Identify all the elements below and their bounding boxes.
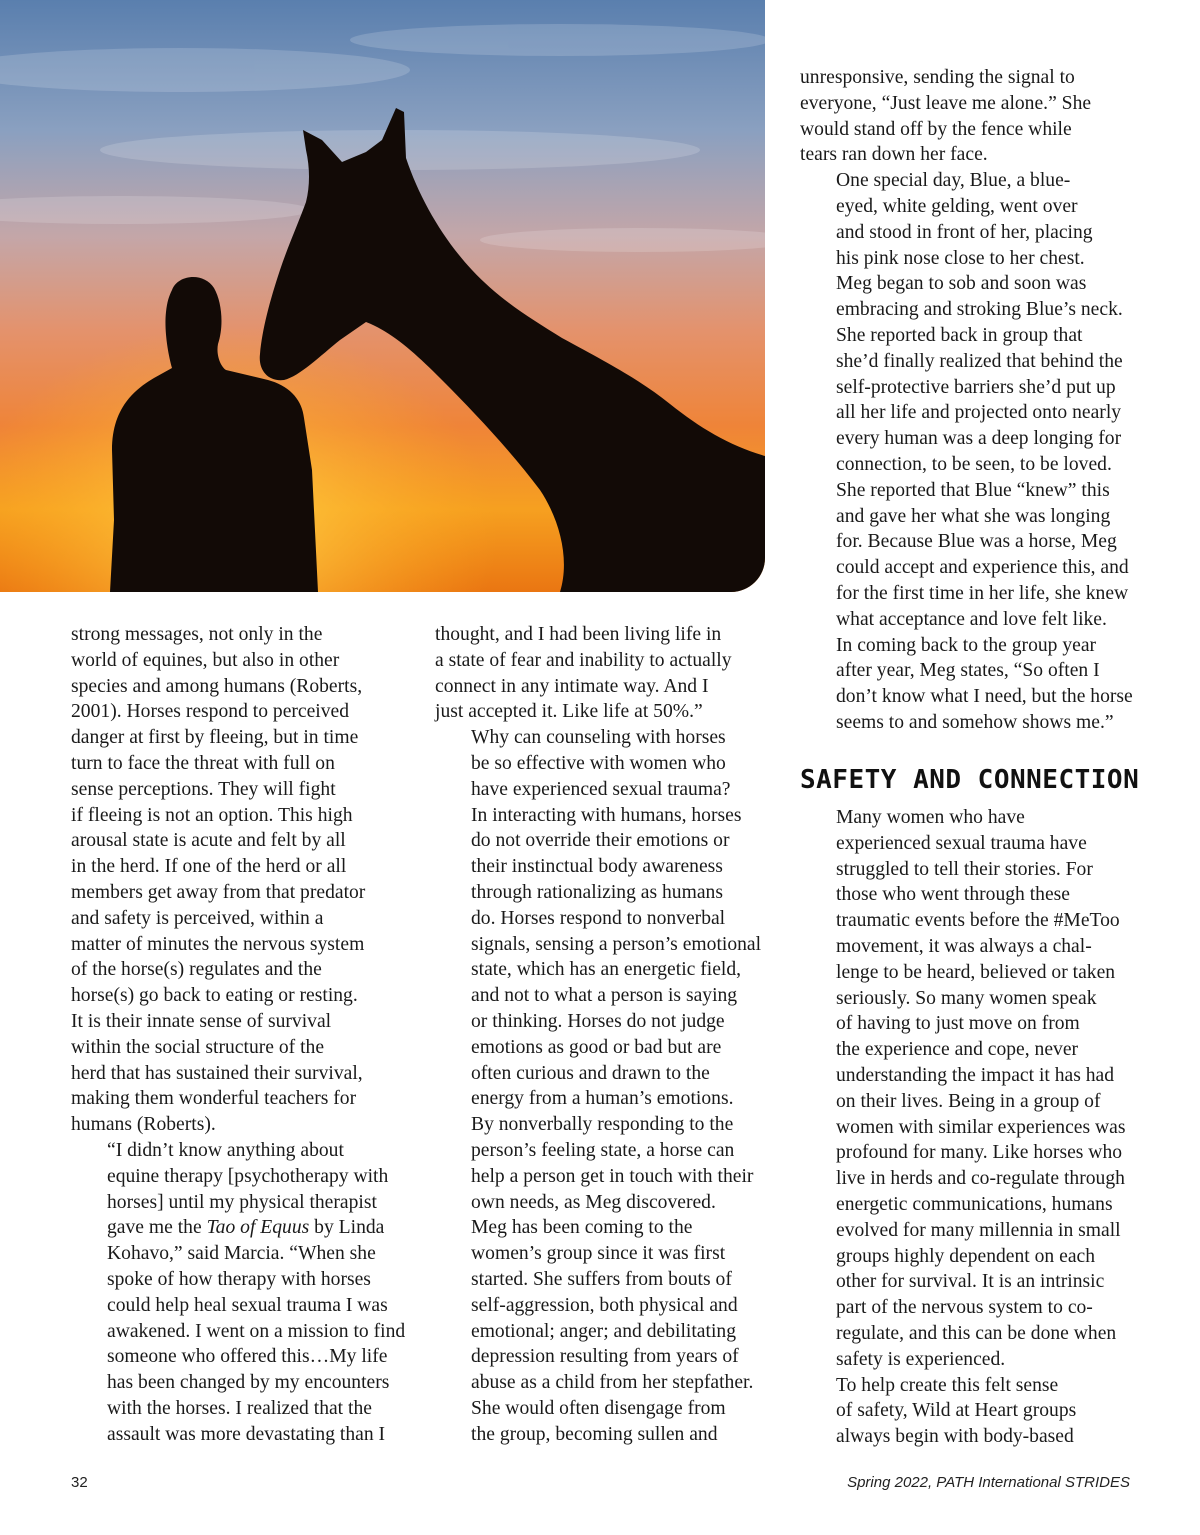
text-line: could accept and experience this, and bbox=[836, 557, 1129, 579]
text-line: or thinking. Horses do not judge bbox=[471, 1010, 725, 1032]
text-line: in the herd. If one of the herd or all bbox=[71, 856, 347, 878]
text-line: seriously. So many women speak bbox=[836, 987, 1097, 1009]
hero-photo bbox=[0, 0, 765, 592]
text-run: gave me the bbox=[107, 1217, 207, 1239]
publication-footer: Spring 2022, PATH International STRIDES bbox=[847, 1474, 1130, 1491]
text-line: depression resulting from years of bbox=[471, 1346, 739, 1368]
text-line: connection, to be seen, to be loved. bbox=[836, 453, 1112, 475]
col3-paragraph-3 bbox=[800, 805, 1140, 1373]
text-line: matter of minutes the nervous system bbox=[71, 933, 365, 955]
text-line: self-protective barriers she’d put up bbox=[836, 376, 1116, 398]
text-line: women’s group since it was first bbox=[471, 1243, 726, 1265]
text-line: everyone, “Just leave me alone.” She bbox=[800, 92, 1092, 114]
text-line: all her life and projected onto nearly bbox=[836, 402, 1122, 424]
text-line: could help heal sexual trauma I was bbox=[107, 1294, 388, 1316]
text-line: safety is experienced. bbox=[836, 1348, 1006, 1370]
col1-paragraph-2 bbox=[71, 1138, 411, 1448]
text-line: making them wonderful teachers for bbox=[71, 1088, 357, 1110]
text-line: those who went through these bbox=[836, 884, 1070, 906]
section-heading: SAFETY AND CONNECTION bbox=[800, 765, 1140, 795]
text-line: help a person get in touch with their bbox=[471, 1165, 754, 1187]
column-2 bbox=[435, 622, 775, 1448]
text-line: assault was more devastating than I bbox=[107, 1423, 386, 1445]
text-line: person’s feeling state, a horse can bbox=[471, 1139, 735, 1161]
text-line: for the first time in her life, she knew bbox=[836, 582, 1129, 604]
text-line: self-aggression, both physical and bbox=[471, 1294, 738, 1316]
text-line: and stood in front of her, placing bbox=[836, 221, 1093, 243]
text-line: would stand off by the fence while bbox=[800, 118, 1072, 140]
text-line: “I didn’t know anything about bbox=[107, 1139, 344, 1161]
text-line: within the social structure of the bbox=[71, 1036, 325, 1058]
text-line: started. She suffers from bouts of bbox=[471, 1268, 732, 1290]
text-line: always begin with body-based bbox=[836, 1426, 1074, 1448]
text-line: the experience and cope, never bbox=[836, 1039, 1079, 1061]
text-line: have experienced sexual trauma? bbox=[471, 778, 731, 800]
text-line: their instinctual body awareness bbox=[471, 856, 723, 878]
text-line: a state of fear and inability to actually bbox=[435, 649, 732, 671]
text-line: with the horses. I realized that the bbox=[107, 1397, 372, 1419]
text-line: Meg has been coming to the bbox=[471, 1217, 693, 1239]
text-line: spoke of how therapy with horses bbox=[107, 1268, 371, 1290]
column-1 bbox=[71, 622, 411, 1448]
text-line: tears ran down her face. bbox=[800, 144, 988, 166]
text-line: don’t know what I need, but the horse bbox=[836, 686, 1133, 708]
text-line: if fleeing is not an option. This high bbox=[71, 804, 353, 826]
text-line: movement, it was always a chal- bbox=[836, 935, 1092, 957]
text-line: embracing and stroking Blue’s neck. bbox=[836, 299, 1123, 321]
text-line: emotional; anger; and debilitating bbox=[471, 1320, 736, 1342]
text-line: energetic communications, humans bbox=[836, 1193, 1113, 1215]
text-line: unresponsive, sending the signal to bbox=[800, 67, 1075, 88]
text-line: danger at first by fleeing, but in time bbox=[71, 727, 359, 749]
text-line: evolved for many millennia in small bbox=[836, 1219, 1121, 1241]
text-line: She reported back in group that bbox=[836, 324, 1083, 346]
text-line: energy from a human’s emotions. bbox=[471, 1088, 734, 1110]
text-line: has been changed by my encounters bbox=[107, 1372, 390, 1394]
text-line: groups highly dependent on each bbox=[836, 1245, 1096, 1267]
text-line: signals, sensing a person’s emotional bbox=[471, 933, 762, 955]
text-line: horses] until my physical therapist bbox=[107, 1191, 377, 1213]
text-line: abuse as a child from her stepfather. bbox=[471, 1372, 754, 1394]
text-line: equine therapy [psychotherapy with bbox=[107, 1165, 389, 1187]
text-line: state, which has an energetic field, bbox=[471, 959, 742, 981]
text-line: his pink nose close to her chest. bbox=[836, 247, 1085, 269]
text-line: do. Horses respond to nonverbal bbox=[471, 907, 726, 929]
text-line: Many women who have bbox=[836, 807, 1025, 828]
col2-paragraph-3 bbox=[435, 1215, 775, 1447]
text-line: she’d finally realized that behind the bbox=[836, 350, 1123, 372]
text-line: of safety, Wild at Heart groups bbox=[836, 1400, 1077, 1422]
book-title: Tao of Equus bbox=[206, 1217, 310, 1239]
text-line: species and among humans (Roberts, bbox=[71, 675, 363, 697]
text-line: profound for many. Like horses who bbox=[836, 1142, 1123, 1164]
col3-paragraph-2 bbox=[800, 168, 1140, 736]
text-line: strong messages, not only in the bbox=[71, 624, 323, 645]
text-line: on their lives. Being in a group of bbox=[836, 1090, 1101, 1112]
text-line: emotions as good or bad but are bbox=[471, 1036, 722, 1058]
text-line: traumatic events before the #MeToo bbox=[836, 910, 1120, 932]
text-line: 2001). Horses respond to perceived bbox=[71, 701, 350, 723]
text-line: turn to face the threat with full on bbox=[71, 752, 335, 774]
text-run: by Linda bbox=[309, 1217, 385, 1239]
text-line: for. Because Blue was a horse, Meg bbox=[836, 531, 1117, 553]
text-line: world of equines, but also in other bbox=[71, 649, 340, 671]
text-line: herd that has sustained their survival, bbox=[71, 1062, 363, 1084]
text-line: To help create this felt sense bbox=[836, 1374, 1059, 1396]
text-line: of the horse(s) regulates and the bbox=[71, 959, 322, 981]
text-line: live in herds and co-regulate through bbox=[836, 1168, 1125, 1190]
text-line: lenge to be heard, believed or taken bbox=[836, 961, 1116, 983]
text-line: women with similar experiences was bbox=[836, 1116, 1126, 1138]
col3-paragraph-4 bbox=[800, 1373, 1140, 1450]
text-line: and gave her what she was longing bbox=[836, 505, 1111, 527]
column-3-top bbox=[800, 65, 1140, 736]
text-line: In interacting with humans, horses bbox=[471, 804, 742, 826]
page-number: 32 bbox=[71, 1474, 88, 1491]
text-line: awakened. I went on a mission to find bbox=[107, 1320, 406, 1342]
text-line: She would often disengage from bbox=[471, 1397, 726, 1419]
text-line: sense perceptions. They will fight bbox=[71, 778, 336, 800]
text-line: connect in any intimate way. And I bbox=[435, 675, 709, 697]
text-line: members get away from that predator bbox=[71, 881, 366, 903]
col3-paragraph-1 bbox=[800, 65, 1140, 168]
text-line: regulate, and this can be done when bbox=[836, 1322, 1117, 1344]
col1-paragraph-1 bbox=[71, 622, 411, 1138]
text-line: thought, and I had been living life in bbox=[435, 624, 722, 645]
text-line: just accepted it. Like life at 50%.” bbox=[435, 701, 703, 723]
text-line: every human was a deep longing for bbox=[836, 428, 1122, 450]
text-line: understanding the impact it has had bbox=[836, 1064, 1115, 1086]
woman-and-horse-silhouette-icon bbox=[0, 0, 765, 592]
text-line: humans (Roberts). bbox=[71, 1114, 216, 1136]
text-line: In coming back to the group year bbox=[836, 634, 1097, 656]
text-line: struggled to tell their stories. For bbox=[836, 858, 1093, 880]
text-line: of having to just move on from bbox=[836, 1013, 1080, 1035]
text-line bbox=[71, 1215, 411, 1241]
text-line: eyed, white gelding, went over bbox=[836, 195, 1078, 217]
text-line: often curious and drawn to the bbox=[471, 1062, 710, 1084]
text-line: horse(s) go back to eating or resting. bbox=[71, 985, 358, 1007]
col2-paragraph-1 bbox=[435, 622, 775, 725]
text-line: and safety is perceived, within a bbox=[71, 907, 324, 929]
text-line: other for survival. It is an intrinsic bbox=[836, 1271, 1105, 1293]
col2-paragraph-2 bbox=[435, 725, 775, 1215]
text-line: She reported that Blue “knew” this bbox=[836, 479, 1110, 501]
text-line: Meg began to sob and soon was bbox=[836, 273, 1087, 295]
text-line: and not to what a person is saying bbox=[471, 985, 738, 1007]
text-line: part of the nervous system to co- bbox=[836, 1297, 1093, 1319]
text-line: seems to and somehow shows me.” bbox=[836, 711, 1114, 733]
text-line: through rationalizing as humans bbox=[471, 881, 723, 903]
text-line: Kohavo,” said Marcia. “When she bbox=[107, 1243, 376, 1265]
text-line: One special day, Blue, a blue- bbox=[836, 170, 1071, 192]
text-line: the group, becoming sullen and bbox=[471, 1423, 718, 1445]
text-line: It is their innate sense of survival bbox=[71, 1010, 332, 1032]
text-line: do not override their emotions or bbox=[471, 830, 730, 852]
text-line: experienced sexual trauma have bbox=[836, 832, 1087, 854]
text-line: after year, Meg states, “So often I bbox=[836, 660, 1100, 682]
text-line: own needs, as Meg discovered. bbox=[471, 1191, 716, 1213]
column-3-bottom bbox=[800, 805, 1140, 1450]
text-line: be so effective with women who bbox=[471, 752, 726, 774]
text-line: arousal state is acute and felt by all bbox=[71, 830, 346, 852]
text-line: what acceptance and love felt like. bbox=[836, 608, 1107, 630]
text-line: By nonverbally responding to the bbox=[471, 1114, 734, 1136]
text-line: someone who offered this…My life bbox=[107, 1346, 388, 1368]
text-line: Why can counseling with horses bbox=[471, 727, 726, 749]
